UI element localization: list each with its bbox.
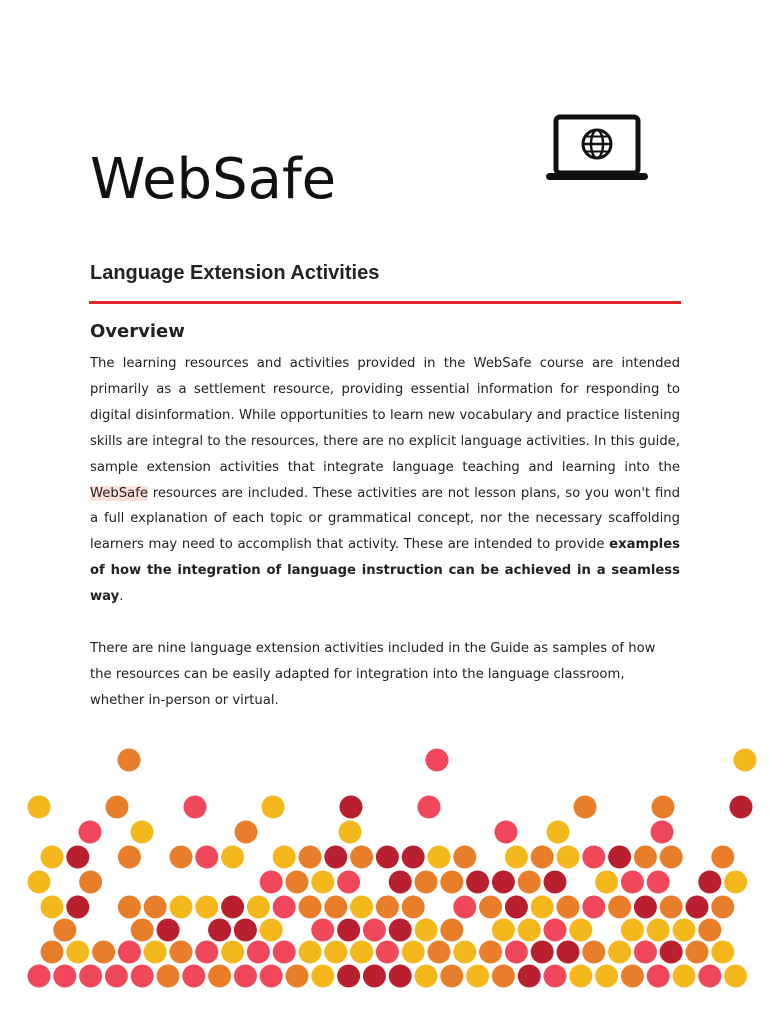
decorative-dot <box>505 896 528 919</box>
decorative-dot <box>337 965 360 988</box>
decorative-dot <box>208 965 231 988</box>
decorative-dot <box>547 821 570 844</box>
decorative-dot <box>324 896 347 919</box>
decorative-dot <box>686 941 709 964</box>
decorative-dot <box>389 871 412 894</box>
decorative-dot <box>724 965 747 988</box>
decorative-dot <box>118 846 141 869</box>
title-divider <box>89 301 681 304</box>
decorative-dot <box>234 965 257 988</box>
decorative-dot <box>595 965 618 988</box>
decorative-dot <box>311 965 334 988</box>
decorative-dot <box>389 919 412 942</box>
decorative-dot <box>350 846 373 869</box>
decorative-dot <box>262 796 285 819</box>
decorative-dot <box>544 965 567 988</box>
decorative-dot <box>182 965 205 988</box>
decorative-dot <box>339 821 362 844</box>
decorative-dot <box>363 965 386 988</box>
decorative-dot <box>724 871 747 894</box>
decorative-dot <box>544 871 567 894</box>
decorative-dot <box>311 871 334 894</box>
decorative-dot <box>673 965 696 988</box>
decorative-dot <box>118 749 141 772</box>
decorative-dot <box>340 796 363 819</box>
decorative-dot <box>131 919 154 942</box>
decorative-dot <box>195 896 218 919</box>
decorative-dot <box>208 919 231 942</box>
decorative-dot <box>144 896 167 919</box>
decorative-dot <box>402 846 425 869</box>
decorative-dot <box>195 846 218 869</box>
decorative-dot <box>651 821 674 844</box>
decorative-dot <box>466 871 489 894</box>
decorative-dot <box>453 846 476 869</box>
decorative-dot <box>734 749 757 772</box>
decorative-dot <box>415 965 438 988</box>
decorative-dot <box>260 965 283 988</box>
decorative-dot <box>92 941 115 964</box>
decorative-dot <box>544 919 567 942</box>
decorative-dot <box>170 846 193 869</box>
decorative-dot <box>221 941 244 964</box>
decorative-dot <box>582 846 605 869</box>
decorative-dot <box>311 919 334 942</box>
decorative-dot <box>105 965 128 988</box>
paragraph-text: . <box>119 589 124 605</box>
decorative-dot <box>492 965 515 988</box>
decorative-dot <box>531 941 554 964</box>
decorative-dot <box>79 965 102 988</box>
decorative-dot <box>66 896 89 919</box>
decorative-dot <box>557 846 580 869</box>
decorative-dot <box>730 796 753 819</box>
decorative-dot <box>634 896 657 919</box>
decorative-dot <box>299 846 322 869</box>
decorative-dot <box>621 871 644 894</box>
decorative-dot <box>418 796 441 819</box>
decorative-dot <box>621 965 644 988</box>
decorative-dot <box>157 919 180 942</box>
document-title: WebSafe <box>90 147 337 212</box>
overview-paragraph <box>90 351 680 610</box>
decorative-dot <box>299 941 322 964</box>
decorative-dot <box>479 941 502 964</box>
decorative-dot <box>574 796 597 819</box>
decorative-dot <box>492 871 515 894</box>
decorative-dot <box>582 896 605 919</box>
decorative-dot <box>260 871 283 894</box>
decorative-dot <box>337 871 360 894</box>
decorative-dot <box>660 941 683 964</box>
decorative-dot <box>28 965 51 988</box>
decorative-dot <box>634 846 657 869</box>
decorative-dot <box>118 896 141 919</box>
decorative-dot <box>711 846 734 869</box>
decorative-dot <box>363 919 386 942</box>
decorative-dot <box>273 896 296 919</box>
decorative-dot <box>389 965 412 988</box>
decorative-dot <box>647 919 670 942</box>
decorative-dot <box>453 896 476 919</box>
decorative-dot <box>505 941 528 964</box>
decorative-dot <box>286 965 309 988</box>
decorative-dot <box>608 846 631 869</box>
decorative-dot <box>518 871 541 894</box>
decorative-dot <box>106 796 129 819</box>
decorative-dot <box>495 821 518 844</box>
decorative-dot <box>79 871 102 894</box>
decorative-dot <box>195 941 218 964</box>
decorative-dot <box>440 965 463 988</box>
decorative-dot <box>41 846 64 869</box>
decorative-dot <box>118 941 141 964</box>
decorative-dot <box>660 896 683 919</box>
decorative-dot <box>698 919 721 942</box>
decorative-dot <box>402 896 425 919</box>
decorative-dot <box>426 749 449 772</box>
decorative-dot <box>131 821 154 844</box>
activities-paragraph: There are nine language extension activities included in the Guide as samples of how the resources can be easily adapted for integration into the language classroom, whether in-person or virtual. <box>90 641 656 708</box>
decorative-dot <box>260 919 283 942</box>
decorative-dot <box>711 896 734 919</box>
decorative-dot <box>711 941 734 964</box>
decorative-dot <box>247 896 270 919</box>
decorative-dot <box>235 821 258 844</box>
decorative-dot <box>652 796 675 819</box>
decorative-dot <box>28 871 51 894</box>
decorative-dot <box>350 941 373 964</box>
decorative-dot <box>337 919 360 942</box>
decorative-dot <box>428 941 451 964</box>
decorative-dot <box>479 896 502 919</box>
highlighted-text: WebSafe <box>90 485 148 501</box>
decorative-dot <box>634 941 657 964</box>
decorative-dot <box>66 846 89 869</box>
decorative-dot <box>286 871 309 894</box>
decorative-dot <box>184 796 207 819</box>
section-heading: Overview <box>90 321 185 342</box>
laptop-globe-icon <box>544 114 650 184</box>
decorative-dot <box>273 941 296 964</box>
decorative-dot <box>41 896 64 919</box>
decorative-dot <box>608 896 631 919</box>
decorative-dot <box>53 965 76 988</box>
decorative-dot <box>428 846 451 869</box>
decorative-dot <box>41 941 64 964</box>
decorative-dot <box>324 941 347 964</box>
decorative-dot <box>621 919 644 942</box>
paragraph-text: The learning resources and activities provided in the WebSafe course are intended primarily as a settlement resource, providing essential information for responding to digital disinformation. While opportunities to learn new vocabulary and practice listening skills are integral to the resources, there are no explicit language activities. In this guide, sample extension activities that integrate language teaching and learning into the <box>90 356 680 475</box>
decorative-dot <box>415 919 438 942</box>
decorative-dot <box>170 941 193 964</box>
decorative-dot <box>518 919 541 942</box>
decorative-dot <box>466 965 489 988</box>
decorative-dot <box>376 896 399 919</box>
decorative-dot <box>170 896 193 919</box>
decorative-dot <box>647 965 670 988</box>
decorative-dot <box>234 919 257 942</box>
decorative-dot <box>531 846 554 869</box>
decorative-dot <box>66 941 89 964</box>
decorative-dot <box>415 871 438 894</box>
decorative-dot <box>28 796 51 819</box>
decorative-dot <box>440 919 463 942</box>
decorative-dot <box>376 941 399 964</box>
decorative-dot <box>647 871 670 894</box>
decorative-dot <box>569 919 592 942</box>
decorative-dot <box>79 821 102 844</box>
decorative-dot <box>157 965 180 988</box>
decorative-dot <box>402 941 425 964</box>
decorative-dot <box>144 941 167 964</box>
decorative-dot <box>698 965 721 988</box>
decorative-dot <box>324 846 347 869</box>
decorative-dot <box>131 965 154 988</box>
decorative-dot <box>492 919 515 942</box>
decorative-dot <box>453 941 476 964</box>
decorative-dot <box>247 941 270 964</box>
decorative-dot <box>518 965 541 988</box>
decorative-dot <box>221 896 244 919</box>
decorative-dot <box>376 846 399 869</box>
decorative-dot <box>660 846 683 869</box>
decorative-dot <box>350 896 373 919</box>
decorative-dot-pattern <box>0 730 770 1024</box>
decorative-dot <box>608 941 631 964</box>
decorative-dot <box>557 896 580 919</box>
decorative-dot <box>582 941 605 964</box>
decorative-dot <box>273 846 296 869</box>
decorative-dot <box>698 871 721 894</box>
document-subtitle: Language Extension Activities <box>90 262 380 284</box>
bold-text: examples of how the integration of language instruction can be achieved in a seamless way <box>90 537 680 605</box>
decorative-dot <box>595 871 618 894</box>
decorative-dot <box>531 896 554 919</box>
decorative-dot <box>53 919 76 942</box>
decorative-dot <box>569 965 592 988</box>
decorative-dot <box>557 941 580 964</box>
decorative-dot <box>221 846 244 869</box>
decorative-dot <box>686 896 709 919</box>
paragraph-text: resources are included. These activities are not lesson plans, so you won't find a full explanation of each topic or grammatical concept, nor the necessary scaffolding learners may need to accomplish that activity. These are intended to provide <box>90 485 680 553</box>
decorative-dot <box>673 919 696 942</box>
decorative-dot <box>505 846 528 869</box>
decorative-dot <box>440 871 463 894</box>
decorative-dot <box>299 896 322 919</box>
